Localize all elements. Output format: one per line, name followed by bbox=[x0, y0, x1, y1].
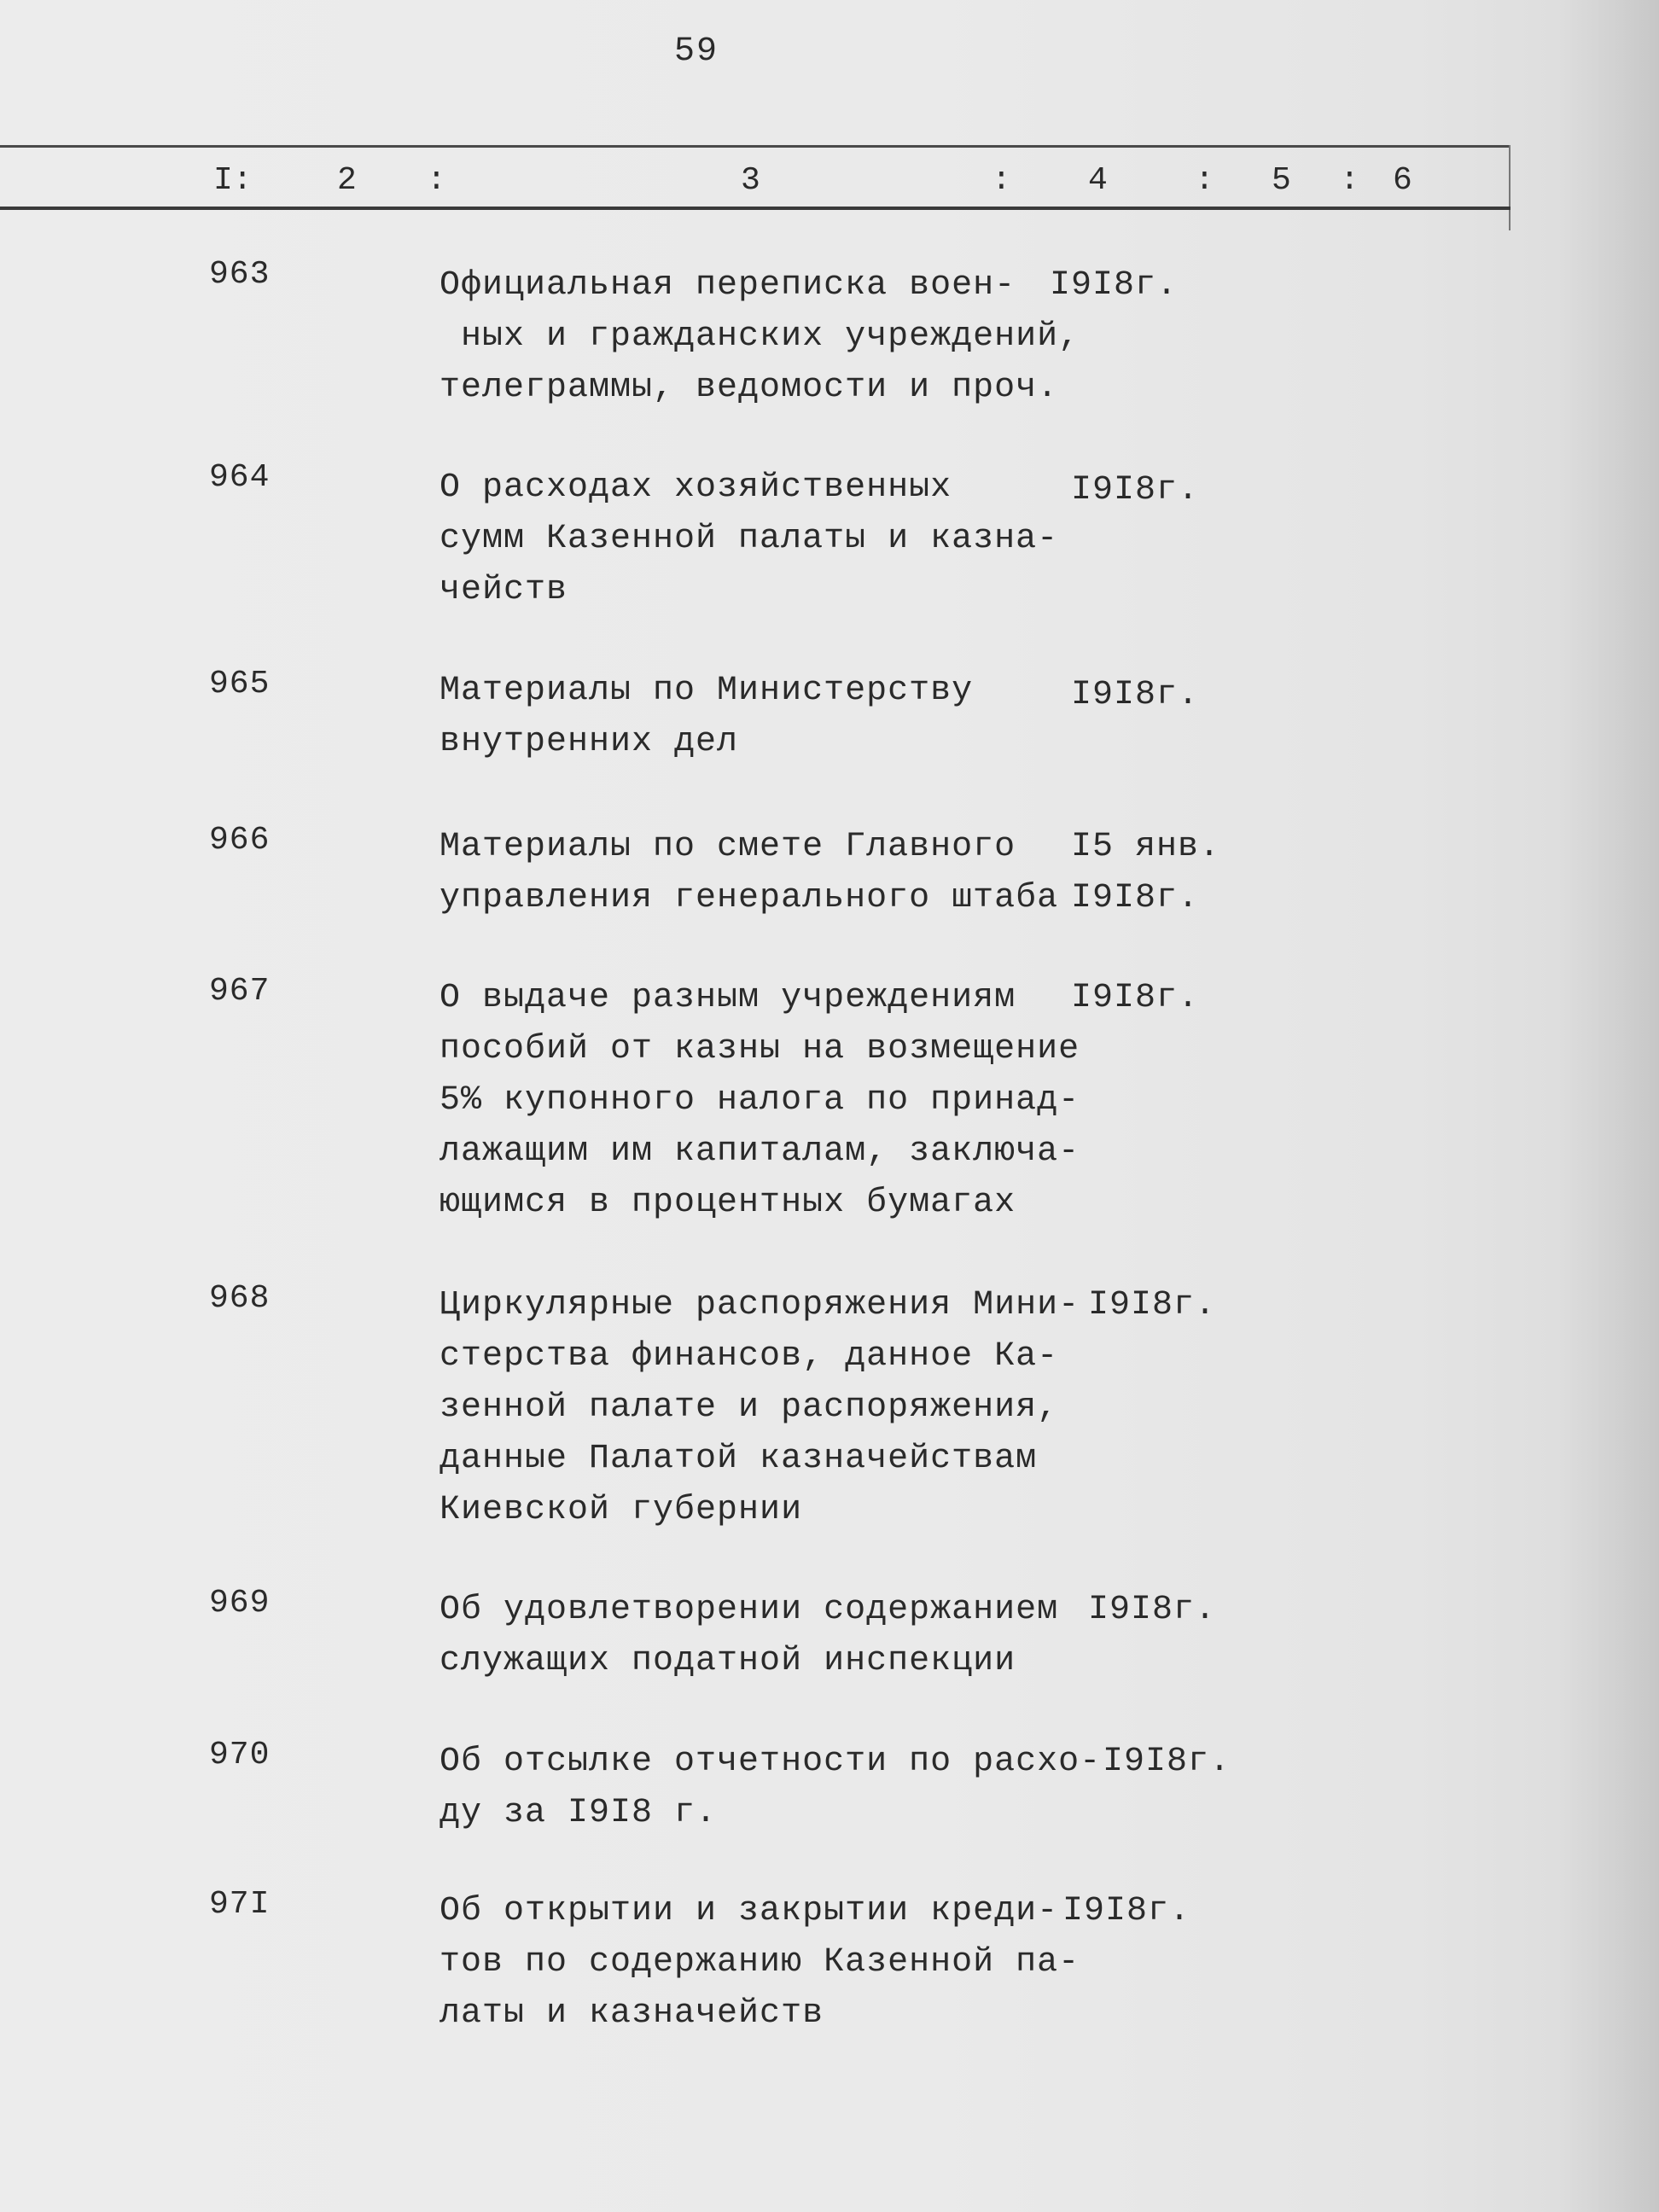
entry-title: Об удовлетворении содержанием служащих податной инспекции bbox=[439, 1591, 1059, 1680]
column-header-1: I: bbox=[213, 162, 253, 199]
entry-number: 965 bbox=[209, 666, 271, 702]
entry-number: 970 bbox=[209, 1737, 271, 1773]
entry-title: Об открытии и закрытии креди- тов по содержанию Казенной па- латы и казначейств bbox=[439, 1892, 1080, 2033]
column-separator: : bbox=[1340, 162, 1359, 199]
entry-date: I9I8г. bbox=[1050, 266, 1179, 305]
column-separator: : bbox=[1195, 162, 1214, 199]
entry-date: I9I8г. bbox=[1088, 1286, 1217, 1324]
entry-date: I5 янв. I9I8г. bbox=[1071, 828, 1221, 917]
entry-date: I9I8г. bbox=[1071, 676, 1200, 714]
column-header-2: 2 bbox=[337, 162, 357, 199]
entry-date: I9I8г. bbox=[1071, 471, 1200, 509]
entry-number: 969 bbox=[209, 1585, 271, 1621]
entry-number: 963 bbox=[209, 256, 271, 293]
entry-number: 964 bbox=[209, 459, 271, 496]
entry-date: I9I8г. bbox=[1088, 1591, 1217, 1629]
entry-title: Материалы по Министерству внутренних дел bbox=[439, 672, 974, 761]
entry-title: Об отсылке отчетности по расхо- ду за I9I8 г. bbox=[439, 1743, 1102, 1832]
header-rule-top bbox=[0, 145, 1511, 148]
page-number: 59 bbox=[674, 32, 719, 71]
column-separator: : bbox=[992, 162, 1011, 199]
entry-title: Циркулярные распоряжения Мини- стерства финансов, данное Ка- зенной палате и распоряжения, данные Палатой казначействам Киевской губернии bbox=[439, 1286, 1080, 1529]
entry-title: Официальная переписка воен- ных и гражданских учреждений, телеграммы, ведомости и проч. bbox=[439, 266, 1080, 407]
entry-number: 97I bbox=[209, 1886, 271, 1923]
column-header-6: 6 bbox=[1393, 162, 1412, 199]
entry-date: I9I8г. bbox=[1062, 1892, 1191, 1930]
entry-date: I9I8г. bbox=[1103, 1743, 1231, 1781]
entry-title: О выдаче разным учреждениям пособий от казны на возмещение 5% купонного налога по принад- лажащим им капиталам, заключа- ющимся в процентных бумагах bbox=[439, 979, 1080, 1222]
entry-title: Материалы по смете Главного управления генерального штаба bbox=[439, 828, 1059, 917]
column-separator: : bbox=[427, 162, 446, 199]
header-rule-right bbox=[1509, 145, 1511, 230]
column-header-3: 3 bbox=[741, 162, 760, 199]
entry-number: 967 bbox=[209, 973, 271, 1010]
header-rule-bottom bbox=[0, 207, 1511, 210]
entry-number: 968 bbox=[209, 1280, 271, 1317]
entry-title: О расходах хозяйственных сумм Казенной палаты и казна- чейств bbox=[439, 469, 1059, 609]
entry-date: I9I8г. bbox=[1071, 979, 1200, 1017]
column-header-5: 5 bbox=[1272, 162, 1291, 199]
column-header-4: 4 bbox=[1088, 162, 1108, 199]
entry-number: 966 bbox=[209, 822, 271, 859]
page-edge-shadow bbox=[1557, 0, 1659, 2212]
